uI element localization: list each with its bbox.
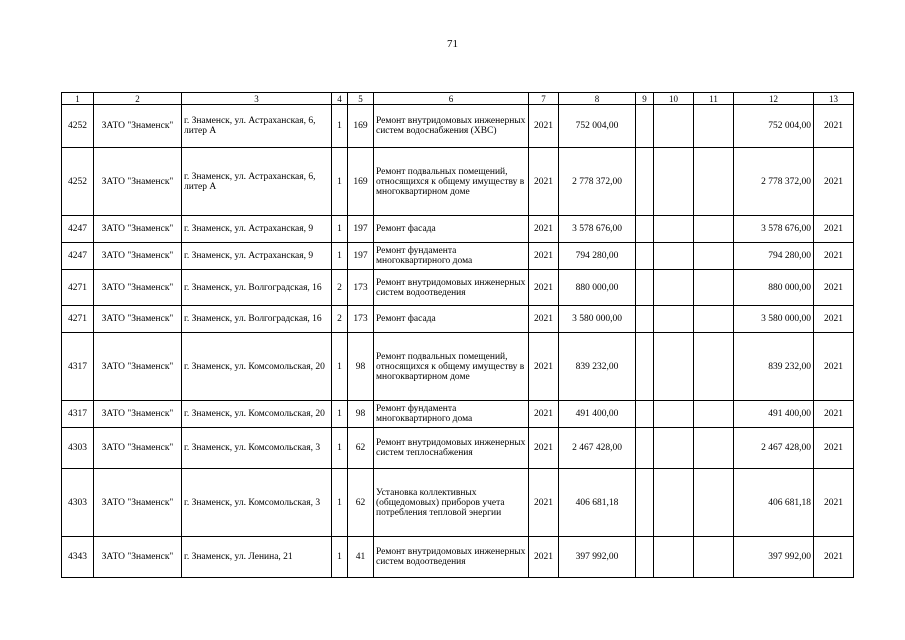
col10-cell (654, 401, 694, 428)
completion-year-cell: 2021 (814, 428, 854, 469)
record-id-cell: 4252 (62, 148, 94, 216)
col4-cell: 1 (332, 216, 348, 243)
year-cell: 2021 (529, 333, 559, 401)
municipality-cell: ЗАТО "Знаменск" (94, 148, 182, 216)
municipality-cell: ЗАТО "Знаменск" (94, 306, 182, 333)
column-header: 9 (636, 93, 654, 105)
completion-year-cell: 2021 (814, 306, 854, 333)
total-cell: 880 000,00 (734, 270, 814, 306)
col5-cell: 62 (348, 428, 374, 469)
completion-year-cell: 2021 (814, 401, 854, 428)
work-type-cell: Ремонт фундамента многоквартирного дома (374, 243, 529, 270)
record-id-cell: 4303 (62, 469, 94, 537)
cost-cell: 491 400,00 (559, 401, 636, 428)
col9-cell (636, 333, 654, 401)
col4-cell: 1 (332, 428, 348, 469)
record-id-cell: 4247 (62, 216, 94, 243)
column-header: 11 (694, 93, 734, 105)
address-cell: г. Знаменск, ул. Астраханская, 9 (182, 216, 332, 243)
col9-cell (636, 270, 654, 306)
cost-cell: 839 232,00 (559, 333, 636, 401)
col4-cell: 2 (332, 306, 348, 333)
work-type-cell: Ремонт фасада (374, 306, 529, 333)
completion-year-cell: 2021 (814, 216, 854, 243)
municipality-cell: ЗАТО "Знаменск" (94, 243, 182, 270)
completion-year-cell: 2021 (814, 537, 854, 578)
address-cell: г. Знаменск, ул. Комсомольская, 20 (182, 401, 332, 428)
municipality-cell: ЗАТО "Знаменск" (94, 469, 182, 537)
col9-cell (636, 428, 654, 469)
col9-cell (636, 537, 654, 578)
total-cell: 491 400,00 (734, 401, 814, 428)
col5-cell: 197 (348, 243, 374, 270)
col11-cell (694, 401, 734, 428)
total-cell: 406 681,18 (734, 469, 814, 537)
year-cell: 2021 (529, 216, 559, 243)
year-cell: 2021 (529, 270, 559, 306)
table-row (62, 105, 854, 148)
municipality-cell: ЗАТО "Знаменск" (94, 537, 182, 578)
column-number-row (62, 93, 854, 105)
total-cell: 794 280,00 (734, 243, 814, 270)
total-cell: 752 004,00 (734, 105, 814, 148)
completion-year-cell: 2021 (814, 333, 854, 401)
work-type-cell: Ремонт внутридомовых инженерных систем теплоснабжения (374, 428, 529, 469)
address-cell: г. Знаменск, ул. Комсомольская, 20 (182, 333, 332, 401)
work-type-cell: Установка коллективных (общедомовых) приборов учета потребления тепловой энергии (374, 469, 529, 537)
col5-cell: 169 (348, 105, 374, 148)
col11-cell (694, 216, 734, 243)
completion-year-cell: 2021 (814, 105, 854, 148)
year-cell: 2021 (529, 306, 559, 333)
work-type-cell: Ремонт внутридомовых инженерных систем водоснабжения (ХВС) (374, 105, 529, 148)
col11-cell (694, 469, 734, 537)
col10-cell (654, 243, 694, 270)
municipality-cell: ЗАТО "Знаменск" (94, 401, 182, 428)
col10-cell (654, 270, 694, 306)
address-cell: г. Знаменск, ул. Комсомольская, 3 (182, 469, 332, 537)
col11-cell (694, 333, 734, 401)
year-cell: 2021 (529, 148, 559, 216)
cost-cell: 406 681,18 (559, 469, 636, 537)
address-cell: г. Знаменск, ул. Комсомольская, 3 (182, 428, 332, 469)
column-header: 13 (814, 93, 854, 105)
total-cell: 397 992,00 (734, 537, 814, 578)
table-row (62, 148, 854, 216)
table-row (62, 243, 854, 270)
col9-cell (636, 243, 654, 270)
municipality-cell: ЗАТО "Знаменск" (94, 333, 182, 401)
col4-cell: 1 (332, 105, 348, 148)
col9-cell (636, 401, 654, 428)
cost-cell: 3 580 000,00 (559, 306, 636, 333)
col11-cell (694, 243, 734, 270)
column-header: 12 (734, 93, 814, 105)
completion-year-cell: 2021 (814, 469, 854, 537)
total-cell: 3 580 000,00 (734, 306, 814, 333)
col4-cell: 1 (332, 243, 348, 270)
total-cell: 2 467 428,00 (734, 428, 814, 469)
column-header: 7 (529, 93, 559, 105)
record-id-cell: 4247 (62, 243, 94, 270)
year-cell: 2021 (529, 537, 559, 578)
col10-cell (654, 428, 694, 469)
record-id-cell: 4271 (62, 270, 94, 306)
col4-cell: 1 (332, 333, 348, 401)
cost-cell: 752 004,00 (559, 105, 636, 148)
table-row (62, 469, 854, 537)
table-row (62, 537, 854, 578)
col11-cell (694, 537, 734, 578)
col4-cell: 1 (332, 401, 348, 428)
table-row (62, 333, 854, 401)
record-id-cell: 4317 (62, 333, 94, 401)
completion-year-cell: 2021 (814, 243, 854, 270)
completion-year-cell: 2021 (814, 270, 854, 306)
year-cell: 2021 (529, 243, 559, 270)
address-cell: г. Знаменск, ул. Ленина, 21 (182, 537, 332, 578)
column-header: 4 (332, 93, 348, 105)
municipality-cell: ЗАТО "Знаменск" (94, 428, 182, 469)
col11-cell (694, 270, 734, 306)
col10-cell (654, 105, 694, 148)
column-header: 5 (348, 93, 374, 105)
col5-cell: 173 (348, 270, 374, 306)
cost-cell: 2 467 428,00 (559, 428, 636, 469)
column-header: 6 (374, 93, 529, 105)
col5-cell: 62 (348, 469, 374, 537)
col10-cell (654, 306, 694, 333)
col5-cell: 41 (348, 537, 374, 578)
column-header: 10 (654, 93, 694, 105)
work-type-cell: Ремонт подвальных помещений, относящихся к общему имуществу в многоквартирном доме (374, 148, 529, 216)
col5-cell: 98 (348, 401, 374, 428)
col10-cell (654, 537, 694, 578)
record-id-cell: 4303 (62, 428, 94, 469)
works-register-table (61, 92, 854, 578)
col5-cell: 173 (348, 306, 374, 333)
col9-cell (636, 216, 654, 243)
col9-cell (636, 469, 654, 537)
year-cell: 2021 (529, 428, 559, 469)
work-type-cell: Ремонт внутридомовых инженерных систем водоотведения (374, 537, 529, 578)
table-row (62, 270, 854, 306)
col4-cell: 2 (332, 270, 348, 306)
year-cell: 2021 (529, 401, 559, 428)
municipality-cell: ЗАТО "Знаменск" (94, 105, 182, 148)
address-cell: г. Знаменск, ул. Астраханская, 6, литер А (182, 105, 332, 148)
table-row (62, 401, 854, 428)
work-type-cell: Ремонт подвальных помещений, относящихся к общему имуществу в многоквартирном доме (374, 333, 529, 401)
cost-cell: 397 992,00 (559, 537, 636, 578)
total-cell: 3 578 676,00 (734, 216, 814, 243)
record-id-cell: 4317 (62, 401, 94, 428)
col9-cell (636, 306, 654, 333)
work-type-cell: Ремонт фундамента многоквартирного дома (374, 401, 529, 428)
table-row (62, 428, 854, 469)
col5-cell: 197 (348, 216, 374, 243)
column-header: 1 (62, 93, 94, 105)
col4-cell: 1 (332, 469, 348, 537)
column-header: 8 (559, 93, 636, 105)
col11-cell (694, 306, 734, 333)
record-id-cell: 4343 (62, 537, 94, 578)
column-header: 2 (94, 93, 182, 105)
col9-cell (636, 105, 654, 148)
municipality-cell: ЗАТО "Знаменск" (94, 216, 182, 243)
col5-cell: 169 (348, 148, 374, 216)
total-cell: 839 232,00 (734, 333, 814, 401)
page-number: 71 (447, 38, 458, 50)
cost-cell: 794 280,00 (559, 243, 636, 270)
work-type-cell: Ремонт фасада (374, 216, 529, 243)
col9-cell (636, 148, 654, 216)
cost-cell: 2 778 372,00 (559, 148, 636, 216)
col11-cell (694, 105, 734, 148)
completion-year-cell: 2021 (814, 148, 854, 216)
col5-cell: 98 (348, 333, 374, 401)
col11-cell (694, 428, 734, 469)
work-type-cell: Ремонт внутридомовых инженерных систем водоотведения (374, 270, 529, 306)
address-cell: г. Знаменск, ул. Астраханская, 6, литер А (182, 148, 332, 216)
address-cell: г. Знаменск, ул. Волгоградская, 16 (182, 270, 332, 306)
record-id-cell: 4271 (62, 306, 94, 333)
col10-cell (654, 333, 694, 401)
col10-cell (654, 148, 694, 216)
address-cell: г. Знаменск, ул. Астраханская, 9 (182, 243, 332, 270)
year-cell: 2021 (529, 105, 559, 148)
record-id-cell: 4252 (62, 105, 94, 148)
col4-cell: 1 (332, 537, 348, 578)
municipality-cell: ЗАТО "Знаменск" (94, 270, 182, 306)
cost-cell: 880 000,00 (559, 270, 636, 306)
column-header: 3 (182, 93, 332, 105)
address-cell: г. Знаменск, ул. Волгоградская, 16 (182, 306, 332, 333)
table-row (62, 216, 854, 243)
table-row (62, 306, 854, 333)
col10-cell (654, 216, 694, 243)
year-cell: 2021 (529, 469, 559, 537)
cost-cell: 3 578 676,00 (559, 216, 636, 243)
col10-cell (654, 469, 694, 537)
col4-cell: 1 (332, 148, 348, 216)
total-cell: 2 778 372,00 (734, 148, 814, 216)
col11-cell (694, 148, 734, 216)
